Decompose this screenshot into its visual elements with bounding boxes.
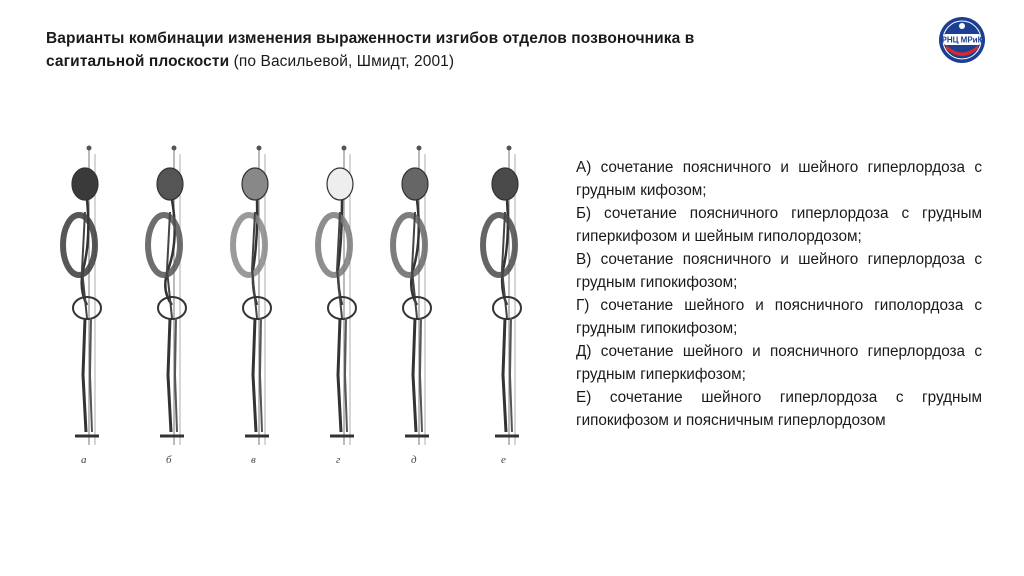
skeleton-figure bbox=[233, 146, 271, 446]
variant-b: Б) сочетание поясничного гиперлордоза с грудным гиперкифозом и шейным гиполордозом; bbox=[576, 205, 982, 245]
skeleton-figure bbox=[148, 146, 186, 446]
figure-label: б bbox=[166, 454, 172, 466]
figure-label: а bbox=[81, 454, 87, 466]
title-bold: Варианты комбинации изменения выраженности изгибов отделов позвоночника в сагитальной плоскости bbox=[46, 30, 695, 70]
skeleton-figure bbox=[483, 146, 521, 446]
skeleton-figure bbox=[63, 146, 101, 446]
skeleton-figure bbox=[393, 146, 431, 446]
slide-title bbox=[46, 27, 786, 73]
figure-label: в bbox=[251, 454, 256, 466]
variant-v: В) сочетание поясничного и шейного гиперлордоза с грудным гипокифозом; bbox=[576, 251, 982, 291]
variant-e: Е) сочетание шейного гиперлордоза с грудным гипокифозом и поясничным гиперлордозом bbox=[576, 389, 982, 429]
institute-logo bbox=[938, 16, 986, 64]
variant-a: А) сочетание поясничного и шейного гиперлордоза с грудным кифозом; bbox=[576, 159, 982, 199]
variants-description bbox=[576, 156, 982, 432]
variant-d: Д) сочетание шейного и поясничного гиперлордоза с грудным гиперкифозом; bbox=[576, 343, 982, 383]
spine-variants-figure bbox=[40, 140, 550, 485]
logo-text: РНЦ МРиК bbox=[941, 35, 983, 45]
figure-label: д bbox=[411, 454, 417, 466]
figure-label: е bbox=[501, 454, 506, 466]
skeleton-figure bbox=[318, 146, 356, 446]
variant-g: Г) сочетание шейного и поясничного гиполордоза с грудным гипокифозом; bbox=[576, 297, 982, 337]
skeleton-drawings bbox=[40, 140, 550, 485]
figure-label: г bbox=[336, 454, 341, 466]
title-source: (по Васильевой, Шмидт, 2001) bbox=[229, 53, 455, 70]
